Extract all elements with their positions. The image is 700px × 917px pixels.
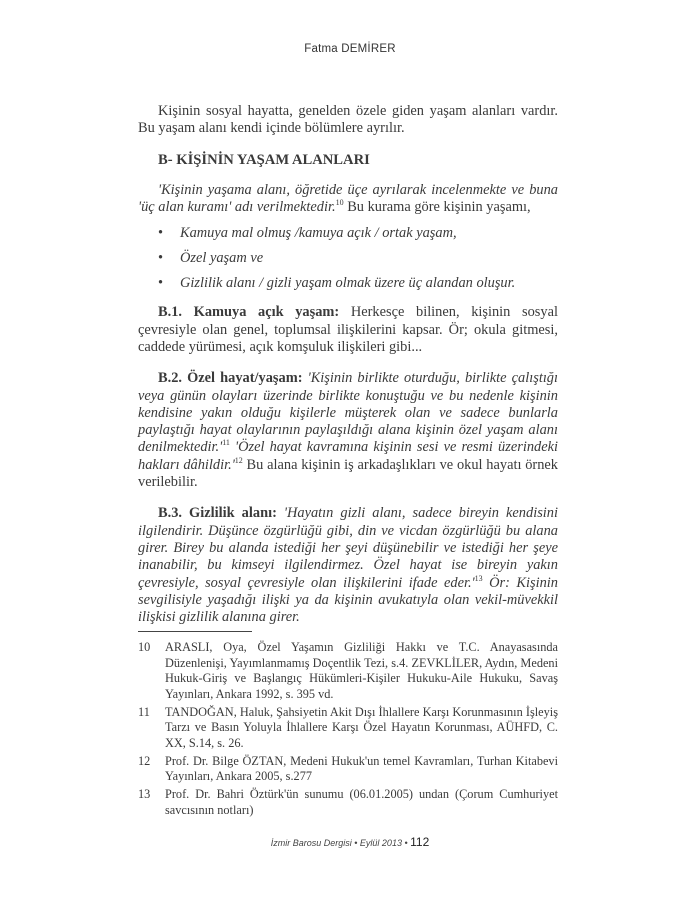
list-item-text: Gizlilik alanı / gizli yaşam olmak üzere üç alandan oluşur. bbox=[180, 275, 516, 292]
footnote-ref-13: 13 bbox=[474, 573, 483, 583]
list-item-text: Özel yaşam ve bbox=[180, 250, 264, 267]
bullet-icon: • bbox=[158, 225, 164, 242]
bullet-icon: • bbox=[158, 275, 164, 292]
b1-heading: B.1. Kamuya açık yaşam: bbox=[158, 304, 340, 321]
page-number: 112 bbox=[410, 835, 430, 849]
b1-paragraph bbox=[138, 304, 558, 356]
footnote bbox=[138, 787, 558, 818]
b2-quote-1: 'Kişinin birlikte oturduğu, birlikte çalıştığı veya günün olayları üzerinde birlikte konuştuğu ve bu nedenle kişinin kendisine yakın olduğu kişilerle müşterek olan ve sadece bunlarla paylaştığı hayat olaylarının paylaşıldığı alana kişinin özel yaşam alanı denilmektedir.' bbox=[138, 370, 559, 456]
main-text bbox=[138, 103, 558, 626]
b2-rest: Bu alana kişinin iş arkadaşlıkları ve okul hayatı örnek verilebilir. bbox=[138, 456, 559, 491]
list-item bbox=[138, 275, 558, 292]
footer-separator: • bbox=[401, 838, 411, 848]
footnote bbox=[138, 640, 558, 702]
footnote-ref-12: 12 bbox=[234, 455, 243, 465]
footnote-divider bbox=[138, 631, 252, 632]
b2-paragraph bbox=[138, 370, 558, 491]
b2-quote-2: 'Özel hayat kavramına kişinin sesi ve resmi üzerindeki hakları dâhildir.' bbox=[138, 439, 558, 473]
footnote bbox=[138, 705, 558, 752]
theory-rest: Bu kurama göre kişinin yaşamı, bbox=[343, 199, 531, 216]
issue-date: Eylül 2013 bbox=[359, 838, 402, 848]
b2-heading: B.2. Özel hayat/yaşam: bbox=[158, 370, 303, 387]
footnotes bbox=[138, 640, 558, 821]
list-item-text: Kamuya mal olmuş /kamuya açık / ortak yaşam, bbox=[180, 225, 457, 242]
section-heading: B- KİŞİNİN YAŞAM ALANLARI bbox=[158, 151, 370, 168]
footnote-ref-10: 10 bbox=[335, 198, 344, 208]
footnote-text: ARASLI, Oya, Özel Yaşamın Gizliliği Hakkı ve T.C. Anayasasında Düzenlenişi, Yayımlanmamış Doçentlik Tezi, s.4. ZEVKLİLER, Aydın, Medeni Hukuk-Giriş ve Başlangıç Hükümleri-Kişiler Hukuku-Aile Hukuku, Savaş Yayınları, Ankara 1992, s. 395 vd. bbox=[165, 640, 558, 701]
footnote-number: 10 bbox=[138, 640, 151, 654]
running-header-author: Fatma DEMİRER bbox=[304, 43, 396, 55]
footnote-number: 13 bbox=[138, 787, 151, 801]
b3-paragraph bbox=[138, 505, 558, 626]
footnote bbox=[138, 754, 558, 785]
journal-name: İzmir Barosu Dergisi bbox=[270, 838, 352, 848]
footnote-text: Prof. Dr. Bahri Öztürk'ün sunumu (06.01.2005) undan (Çorum Cumhuriyet savcısının notları) bbox=[165, 787, 558, 817]
footnote-number: 12 bbox=[138, 753, 151, 768]
page-footer bbox=[0, 835, 700, 849]
footnote-text: TANDOĞAN, Haluk, Şahsiyetin Akit Dışı İhlallere Karşı Korunmasının İşleyiş Tarzı ve Basın Yoluyla İhlallere Karşı Özel Hayatın Korunması, AÜHFD, C. XX, S.14, s. 26. bbox=[165, 704, 558, 750]
list-item bbox=[138, 250, 558, 267]
intro-paragraph: Kişinin sosyal hayatta, genelden özele giden yaşam alanları vardır. Bu yaşam alanı kendi içinde bölümlere ayrılır. bbox=[138, 103, 558, 137]
bullet-icon: • bbox=[158, 250, 164, 267]
b3-rest: Ör: Kişinin sevgilisiyle yaşadığı ilişki ya da kişinin avukatıyla olan vekil-müvekkil ilişkisi gizlilik alanına girer. bbox=[138, 574, 558, 626]
list-item bbox=[138, 225, 558, 242]
footnote-ref-11: 11 bbox=[222, 438, 230, 448]
theory-paragraph bbox=[138, 182, 558, 217]
b3-heading: B.3. Gizlilik alanı: bbox=[158, 505, 277, 522]
footnote-number: 11 bbox=[138, 704, 150, 719]
theory-quote: 'Kişinin yaşama alanı, öğretide üçe ayrılarak incelenmekte ve buna 'üç alan kuramı' adı verilmektedir. bbox=[138, 181, 558, 216]
b1-text: Herkesçe bilinen, kişinin sosyal çevresiyle olan genel, toplumsal ilişkilerini kapsar. Ör; okula gitmesi, caddede yürümesi, açık komşuluk ilişkileri gibi... bbox=[138, 304, 558, 355]
b3-quote: 'Hayatın gizli alanı, sadece bireyin kendisini ilgilendirir. Düşünce özgürlüğü gibi, din ve vicdan özgürlüğü bu alana girer. Birey bu alanda istediği her şeyi düşünebilir ve istediği her şeye inanabilir, bu kimseyi ilgilendirmez. Özel hayat ise bireyin yakın çevresiyle, sosyal çevresiyle olan ilişkilerini ifade eder.' bbox=[138, 505, 558, 591]
footnote-text: Prof. Dr. Bilge ÖZTAN, Medeni Hukuk'un temel Kavramları, Turhan Kitabevi Yayınları, Ankara 2005, s.277 bbox=[165, 753, 558, 783]
footer-separator: • bbox=[351, 838, 360, 848]
life-areas-list bbox=[138, 225, 558, 292]
